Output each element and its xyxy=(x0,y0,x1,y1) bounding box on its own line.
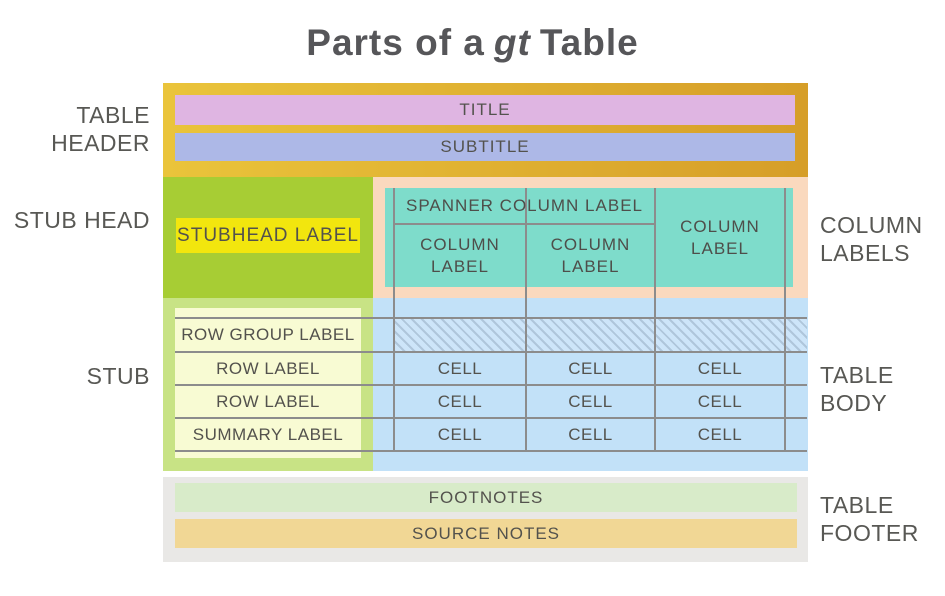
stubhead-label: STUBHEAD LABEL xyxy=(176,218,360,253)
body-cell: CELL xyxy=(697,358,743,378)
body-cells-grid xyxy=(394,352,785,451)
spanner-column-label: SPANNER COLUMN LABEL xyxy=(406,196,643,215)
label-table-header: TABLE HEADER xyxy=(51,102,150,156)
row-label-1: ROW LABEL xyxy=(216,358,320,378)
body-cell: CELL xyxy=(437,358,483,378)
page-title-prefix: Parts of a xyxy=(306,22,485,63)
label-table-footer: TABLE FOOTER xyxy=(820,492,919,546)
body-cell: CELL xyxy=(437,424,483,444)
stub-rows xyxy=(175,318,361,451)
page-title xyxy=(0,22,945,64)
body-cell: CELL xyxy=(568,424,613,444)
footnotes-bar: FOOTNOTES xyxy=(175,483,797,512)
page-title-suffix: Table xyxy=(539,22,639,63)
row-label-2: ROW LABEL xyxy=(216,391,320,411)
row-group-hatch-strip xyxy=(394,318,807,352)
body-cell: CELL xyxy=(568,358,613,378)
label-column-labels: COLUMN LABELS xyxy=(820,212,923,266)
label-stub: STUB xyxy=(86,363,150,389)
body-cell: CELL xyxy=(697,391,743,411)
body-cell: CELL xyxy=(437,391,483,411)
page-title-italic: gt xyxy=(493,22,531,63)
body-cell: CELL xyxy=(568,391,613,411)
subtitle-bar: SUBTITLE xyxy=(175,133,795,161)
column-label-2: COLUMN LABEL xyxy=(550,234,631,276)
title-bar: TITLE xyxy=(175,95,795,125)
row-group-label: ROW GROUP LABEL xyxy=(181,325,355,344)
body-cell: CELL xyxy=(697,424,743,444)
source-notes-bar: SOURCE NOTES xyxy=(175,519,797,548)
label-table-body: TABLE BODY xyxy=(820,362,894,416)
summary-label: SUMMARY LABEL xyxy=(192,424,344,444)
column-label-3: COLUMN LABEL xyxy=(680,216,760,258)
column-label-1: COLUMN LABEL xyxy=(420,234,500,276)
label-stub-head: STUB HEAD xyxy=(13,207,150,233)
